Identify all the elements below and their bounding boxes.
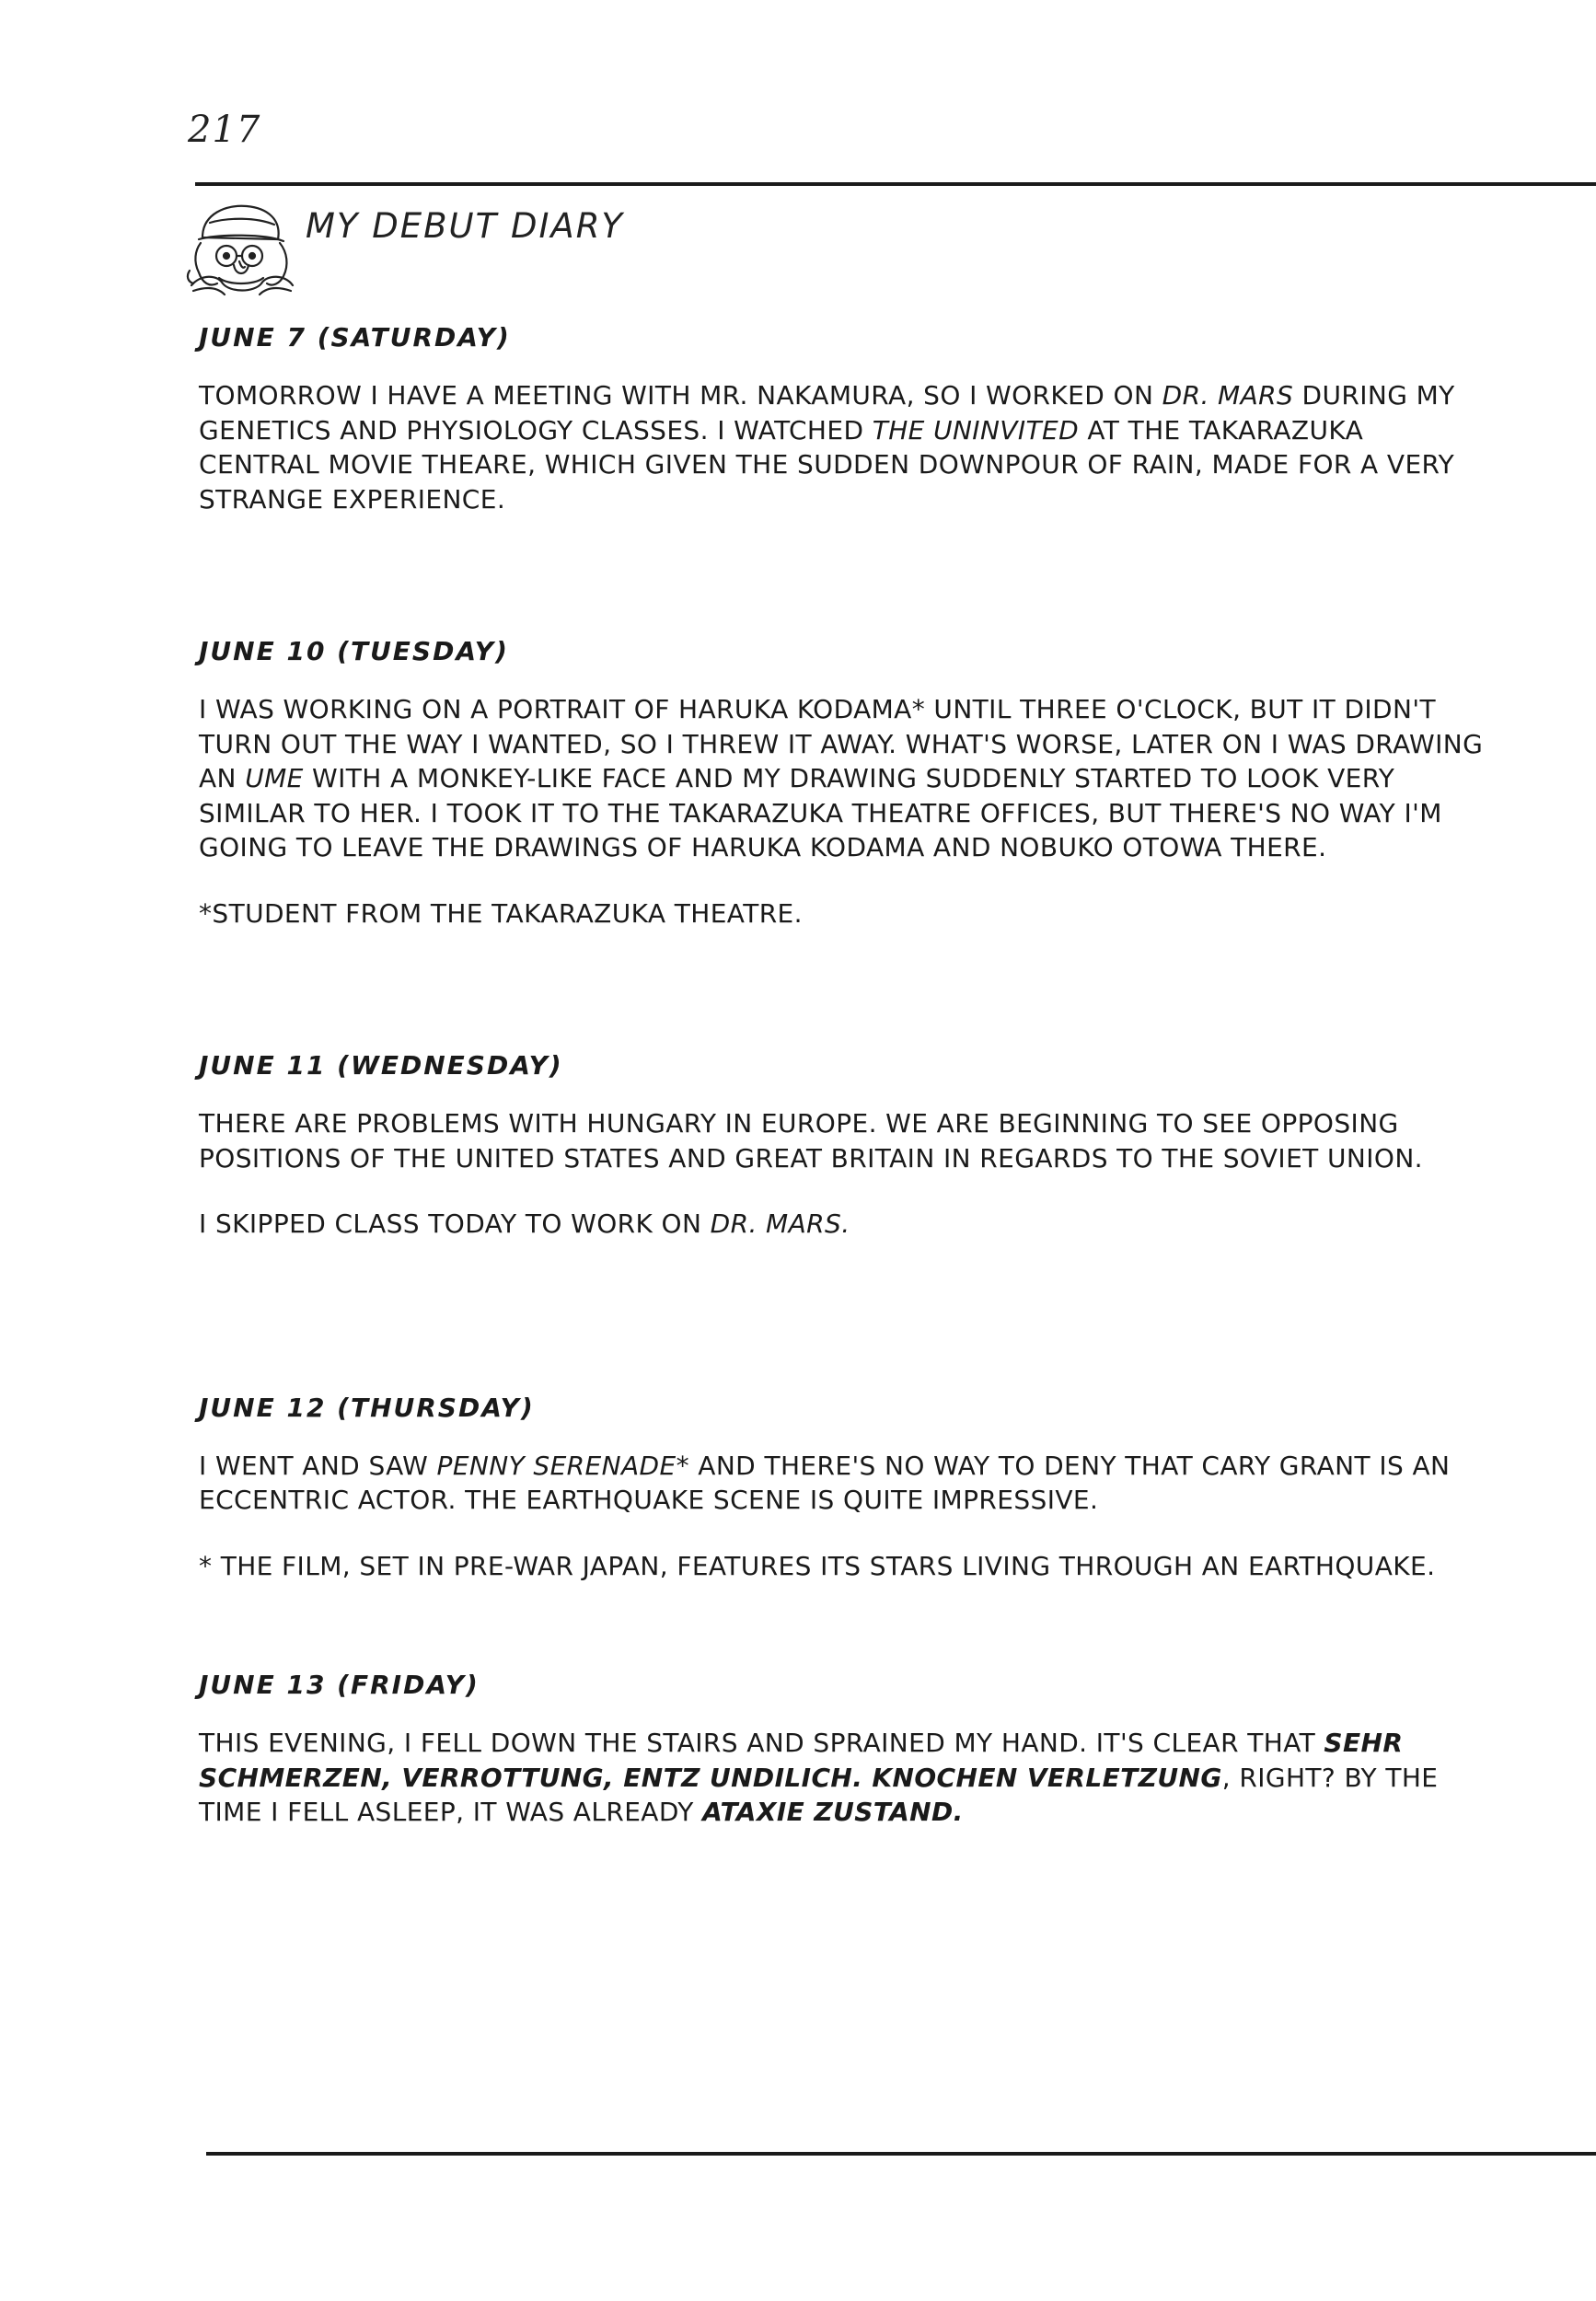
entry-date: JUNE 13 (FRIDAY): [199, 1670, 480, 1700]
entry-text-segment: TOMORROW I HAVE A MEETING WITH MR. NAKAMURA, SO I WORKED ON: [199, 380, 1162, 410]
entry-text: [199, 378, 1487, 516]
bottom-divider: [206, 2152, 1596, 2156]
diary-entry: [199, 1050, 1487, 1393]
german-phrase: ATAXIE ZUSTAND.: [702, 1797, 964, 1827]
entry-text-segment: I WENT AND SAW: [199, 1450, 437, 1481]
diary-entries: [199, 322, 1487, 1861]
diary-entry: [199, 1670, 1487, 1830]
entry-text-segment: I WAS WORKING ON A PORTRAIT OF HARUKA KODAMA* UNTIL THREE O'CLOCK, BUT IT DIDN'T TURN OUT THE WAY I WANTED, SO I THREW IT AWAY. WHAT'S WORSE, LATER ON I WAS DRAWING AN: [199, 694, 1484, 793]
entry-text-segment: , RIGHT? BY THE TIME I FELL ASLEEP, IT WAS ALREADY: [199, 1762, 1439, 1827]
entry-date: JUNE 7 (SATURDAY): [199, 322, 511, 353]
entry-text: THERE ARE PROBLEMS WITH HUNGARY IN EUROPE. WE ARE BEGINNING TO SEE OPPOSING POSITIONS OF THE UNITED STATES AND GREAT BRITAIN IN REGARDS TO THE SOVIET UNION.: [199, 1108, 1423, 1174]
author-caricature-icon: [182, 197, 302, 300]
entry-date: JUNE 10 (TUESDAY): [199, 636, 509, 666]
entry-text-segment: WITH A MONKEY-LIKE FACE AND MY DRAWING SUDDENLY STARTED TO LOOK VERY SIMILAR TO HER. I TOOK IT TO THE TAKARAZUKA THEATRE OFFICES, BUT THERE'S NO WAY I'M GOING TO LEAVE THE DRAWINGS OF HARUKA KODAMA AND NOBUKO OTOWA THERE.: [199, 763, 1442, 862]
diary-entry: [199, 636, 1487, 1050]
german-phrase: SEHR SCHMERZEN, VERROTTUNG, ENTZ UNDILICH. KNOCHEN VERLETZUNG: [199, 1728, 1404, 1793]
entry-text: [199, 1449, 1487, 1518]
title-reference: THE UNINVITED: [872, 414, 1080, 445]
entry-footnote: *STUDENT FROM THE TAKARAZUKA THEATRE.: [199, 897, 803, 929]
diary-entry: [199, 322, 1487, 636]
entry-text-segment: AND THERE'S NO WAY TO DENY THAT CARY GRANT IS AN ECCENTRIC ACTOR. THE EARTHQUAKE SCENE IS QUITE IMPRESSIVE.: [199, 1450, 1451, 1515]
entry-text-segment: DURING MY GENETICS AND PHYSIOLOGY CLASSES. I WATCHED: [199, 380, 1455, 445]
diary-title: MY DEBUT DIARY: [306, 206, 625, 246]
top-divider: [195, 182, 1596, 186]
entry-text: [199, 692, 1487, 865]
term-reference: UME: [245, 763, 304, 793]
entry-text-segment: I SKIPPED CLASS TODAY TO WORK ON: [199, 1208, 711, 1239]
title-reference: DR. MARS.: [710, 1208, 850, 1239]
title-reference: DR. MARS: [1162, 380, 1294, 410]
entry-text-segment: THIS EVENING, I FELL DOWN THE STAIRS AND SPRAINED MY HAND. IT'S CLEAR THAT: [199, 1728, 1324, 1758]
entry-date: JUNE 11 (WEDNESDAY): [199, 1050, 563, 1081]
page-number: 217: [188, 109, 261, 151]
entry-text-segment: AT THE TAKARAZUKA CENTRAL MOVIE THEARE, WHICH GIVEN THE SUDDEN DOWNPOUR OF RAIN, MADE FOR A VERY STRANGE EXPERIENCE.: [199, 414, 1455, 515]
diary-entry: [199, 1393, 1487, 1671]
entry-text: [199, 1726, 1487, 1830]
entry-text: [199, 1207, 1487, 1242]
entry-date: JUNE 12 (THURSDAY): [199, 1392, 535, 1423]
entry-footnote: * THE FILM, SET IN PRE-WAR JAPAN, FEATURES ITS STARS LIVING THROUGH AN EARTHQUAKE.: [199, 1550, 1436, 1581]
title-reference: PENNY SERENADE*: [436, 1450, 689, 1481]
